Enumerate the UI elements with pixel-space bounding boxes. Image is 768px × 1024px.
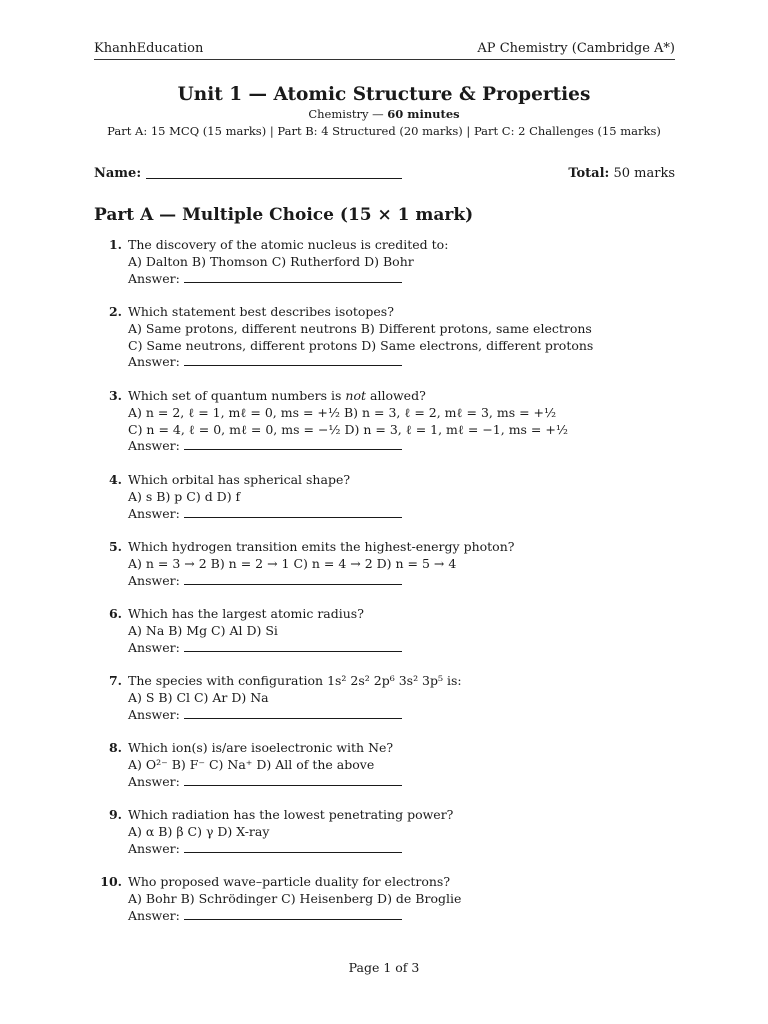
- answer-field[interactable]: [184, 708, 402, 719]
- question-number: 3.: [108, 388, 122, 403]
- total-value: 50 marks: [613, 166, 675, 181]
- answer-label: Answer:: [128, 270, 180, 286]
- answer-field[interactable]: [184, 842, 402, 853]
- question-2: [94, 304, 684, 371]
- answer-row: [128, 707, 684, 724]
- answer-row: [128, 506, 684, 523]
- page-title: Unit 1 — Atomic Structure & Properties: [177, 84, 591, 105]
- question-number: 5.: [108, 539, 122, 554]
- question-3: [94, 388, 684, 455]
- question-text: Which ion(s) is/are isoelectronic with Ne?: [128, 740, 394, 755]
- question-options: A) n = 3 → 2 B) n = 2 → 1 C) n = 4 → 2 D) n = 5 → 4: [128, 555, 457, 571]
- question-text: Which orbital has spherical shape?: [128, 472, 351, 487]
- answer-row: [128, 438, 684, 455]
- parts-summary: Part A: 15 MCQ (15 marks) | Part B: 4 Structured (20 marks) | Part C: 2 Challenges (15 marks): [107, 124, 661, 138]
- page-footer: Page 1 of 3: [348, 960, 420, 975]
- total-label: Total:: [568, 166, 610, 181]
- name-field[interactable]: [146, 178, 402, 179]
- question-text: Which statement best describes isotopes?: [128, 304, 394, 319]
- question-4: [94, 472, 684, 522]
- question-9: [94, 807, 684, 857]
- answer-row: [128, 841, 684, 858]
- question-7: [94, 673, 684, 723]
- question-options: A) α B) β C) γ D) X-ray: [128, 823, 270, 839]
- question-number: 4.: [108, 472, 122, 487]
- answer-row: [128, 774, 684, 791]
- question-text: The discovery of the atomic nucleus is credited to:: [128, 237, 449, 252]
- question-6: [94, 606, 684, 656]
- question-number: 1.: [108, 237, 122, 252]
- answer-label: Answer:: [128, 354, 180, 370]
- question-number: 2.: [108, 304, 122, 319]
- question-options: A) O²⁻ B) F⁻ C) Na⁺ D) All of the above: [128, 756, 375, 772]
- question-text: [128, 388, 684, 405]
- question-5: [94, 539, 684, 589]
- question-options: C) Same neutrons, different protons D) Same electrons, different protons: [128, 337, 594, 353]
- header-right: AP Chemistry (Cambridge A*): [477, 41, 675, 56]
- subject-label: Chemistry —: [308, 107, 388, 121]
- answer-row: [128, 640, 684, 657]
- answer-label: Answer:: [128, 706, 180, 722]
- section-title: Part A — Multiple Choice (15 × 1 mark): [94, 205, 474, 225]
- question-options: A) S B) Cl C) Ar D) Na: [128, 689, 269, 705]
- answer-label: Answer:: [128, 639, 180, 655]
- duration-label: 60 minutes: [387, 107, 460, 121]
- question-text: Which radiation has the lowest penetrating power?: [128, 807, 454, 822]
- answer-row: [128, 271, 684, 288]
- answer-field[interactable]: [184, 909, 402, 920]
- question-options: A) Dalton B) Thomson C) Rutherford D) Bohr: [128, 253, 414, 269]
- answer-row: [128, 573, 684, 590]
- question-10: [94, 874, 684, 924]
- exam-subtitle: [0, 106, 768, 122]
- question-text-pre: Which set of quantum numbers is: [128, 388, 346, 403]
- answer-label: Answer:: [128, 773, 180, 789]
- header-left: KhanhEducation: [94, 41, 204, 56]
- question-text: The species with configuration 1s² 2s² 2p⁶ 3s² 3p⁵ is:: [128, 673, 462, 688]
- question-options: A) Na B) Mg C) Al D) Si: [128, 622, 278, 638]
- answer-label: Answer:: [128, 438, 180, 454]
- question-number: 10.: [100, 874, 122, 889]
- answer-field[interactable]: [184, 439, 402, 450]
- answer-row: [128, 354, 684, 371]
- question-text-emphasis: not: [345, 388, 367, 403]
- question-text: Which has the largest atomic radius?: [128, 606, 364, 621]
- question-text: Who proposed wave–particle duality for electrons?: [128, 874, 451, 889]
- answer-label: Answer:: [128, 572, 180, 588]
- question-options: C) n = 4, ℓ = 0, mℓ = 0, ms = −½ D) n = 3, ℓ = 1, mℓ = −1, ms = +½: [128, 421, 568, 437]
- answer-field[interactable]: [184, 574, 402, 585]
- question-text: Which hydrogen transition emits the highest-energy photon?: [128, 539, 515, 554]
- answer-field[interactable]: [184, 507, 402, 518]
- answer-field[interactable]: [184, 355, 402, 366]
- question-1: [94, 237, 684, 287]
- question-text-post: allowed?: [366, 388, 426, 403]
- question-8: [94, 740, 684, 790]
- answer-field[interactable]: [184, 641, 402, 652]
- question-options: A) s B) p C) d D) f: [128, 488, 241, 504]
- question-number: 7.: [108, 673, 122, 688]
- answer-field[interactable]: [184, 272, 402, 283]
- question-number: 8.: [108, 740, 122, 755]
- question-options: A) n = 2, ℓ = 1, mℓ = 0, ms = +½ B) n = 3, ℓ = 2, mℓ = 3, ms = +½: [128, 404, 557, 420]
- answer-label: Answer:: [128, 907, 180, 923]
- question-number: 6.: [108, 606, 122, 621]
- answer-label: Answer:: [128, 505, 180, 521]
- total-marks: [568, 165, 675, 183]
- name-row: [94, 165, 675, 185]
- answer-label: Answer:: [128, 840, 180, 856]
- question-options: A) Same protons, different neutrons B) Different protons, same electrons: [128, 320, 592, 336]
- name-label: Name:: [94, 166, 142, 181]
- question-number: 9.: [108, 807, 122, 822]
- question-options: A) Bohr B) Schrödinger C) Heisenberg D) de Broglie: [128, 890, 462, 906]
- page-header: [94, 41, 675, 60]
- answer-row: [128, 908, 684, 925]
- answer-field[interactable]: [184, 775, 402, 786]
